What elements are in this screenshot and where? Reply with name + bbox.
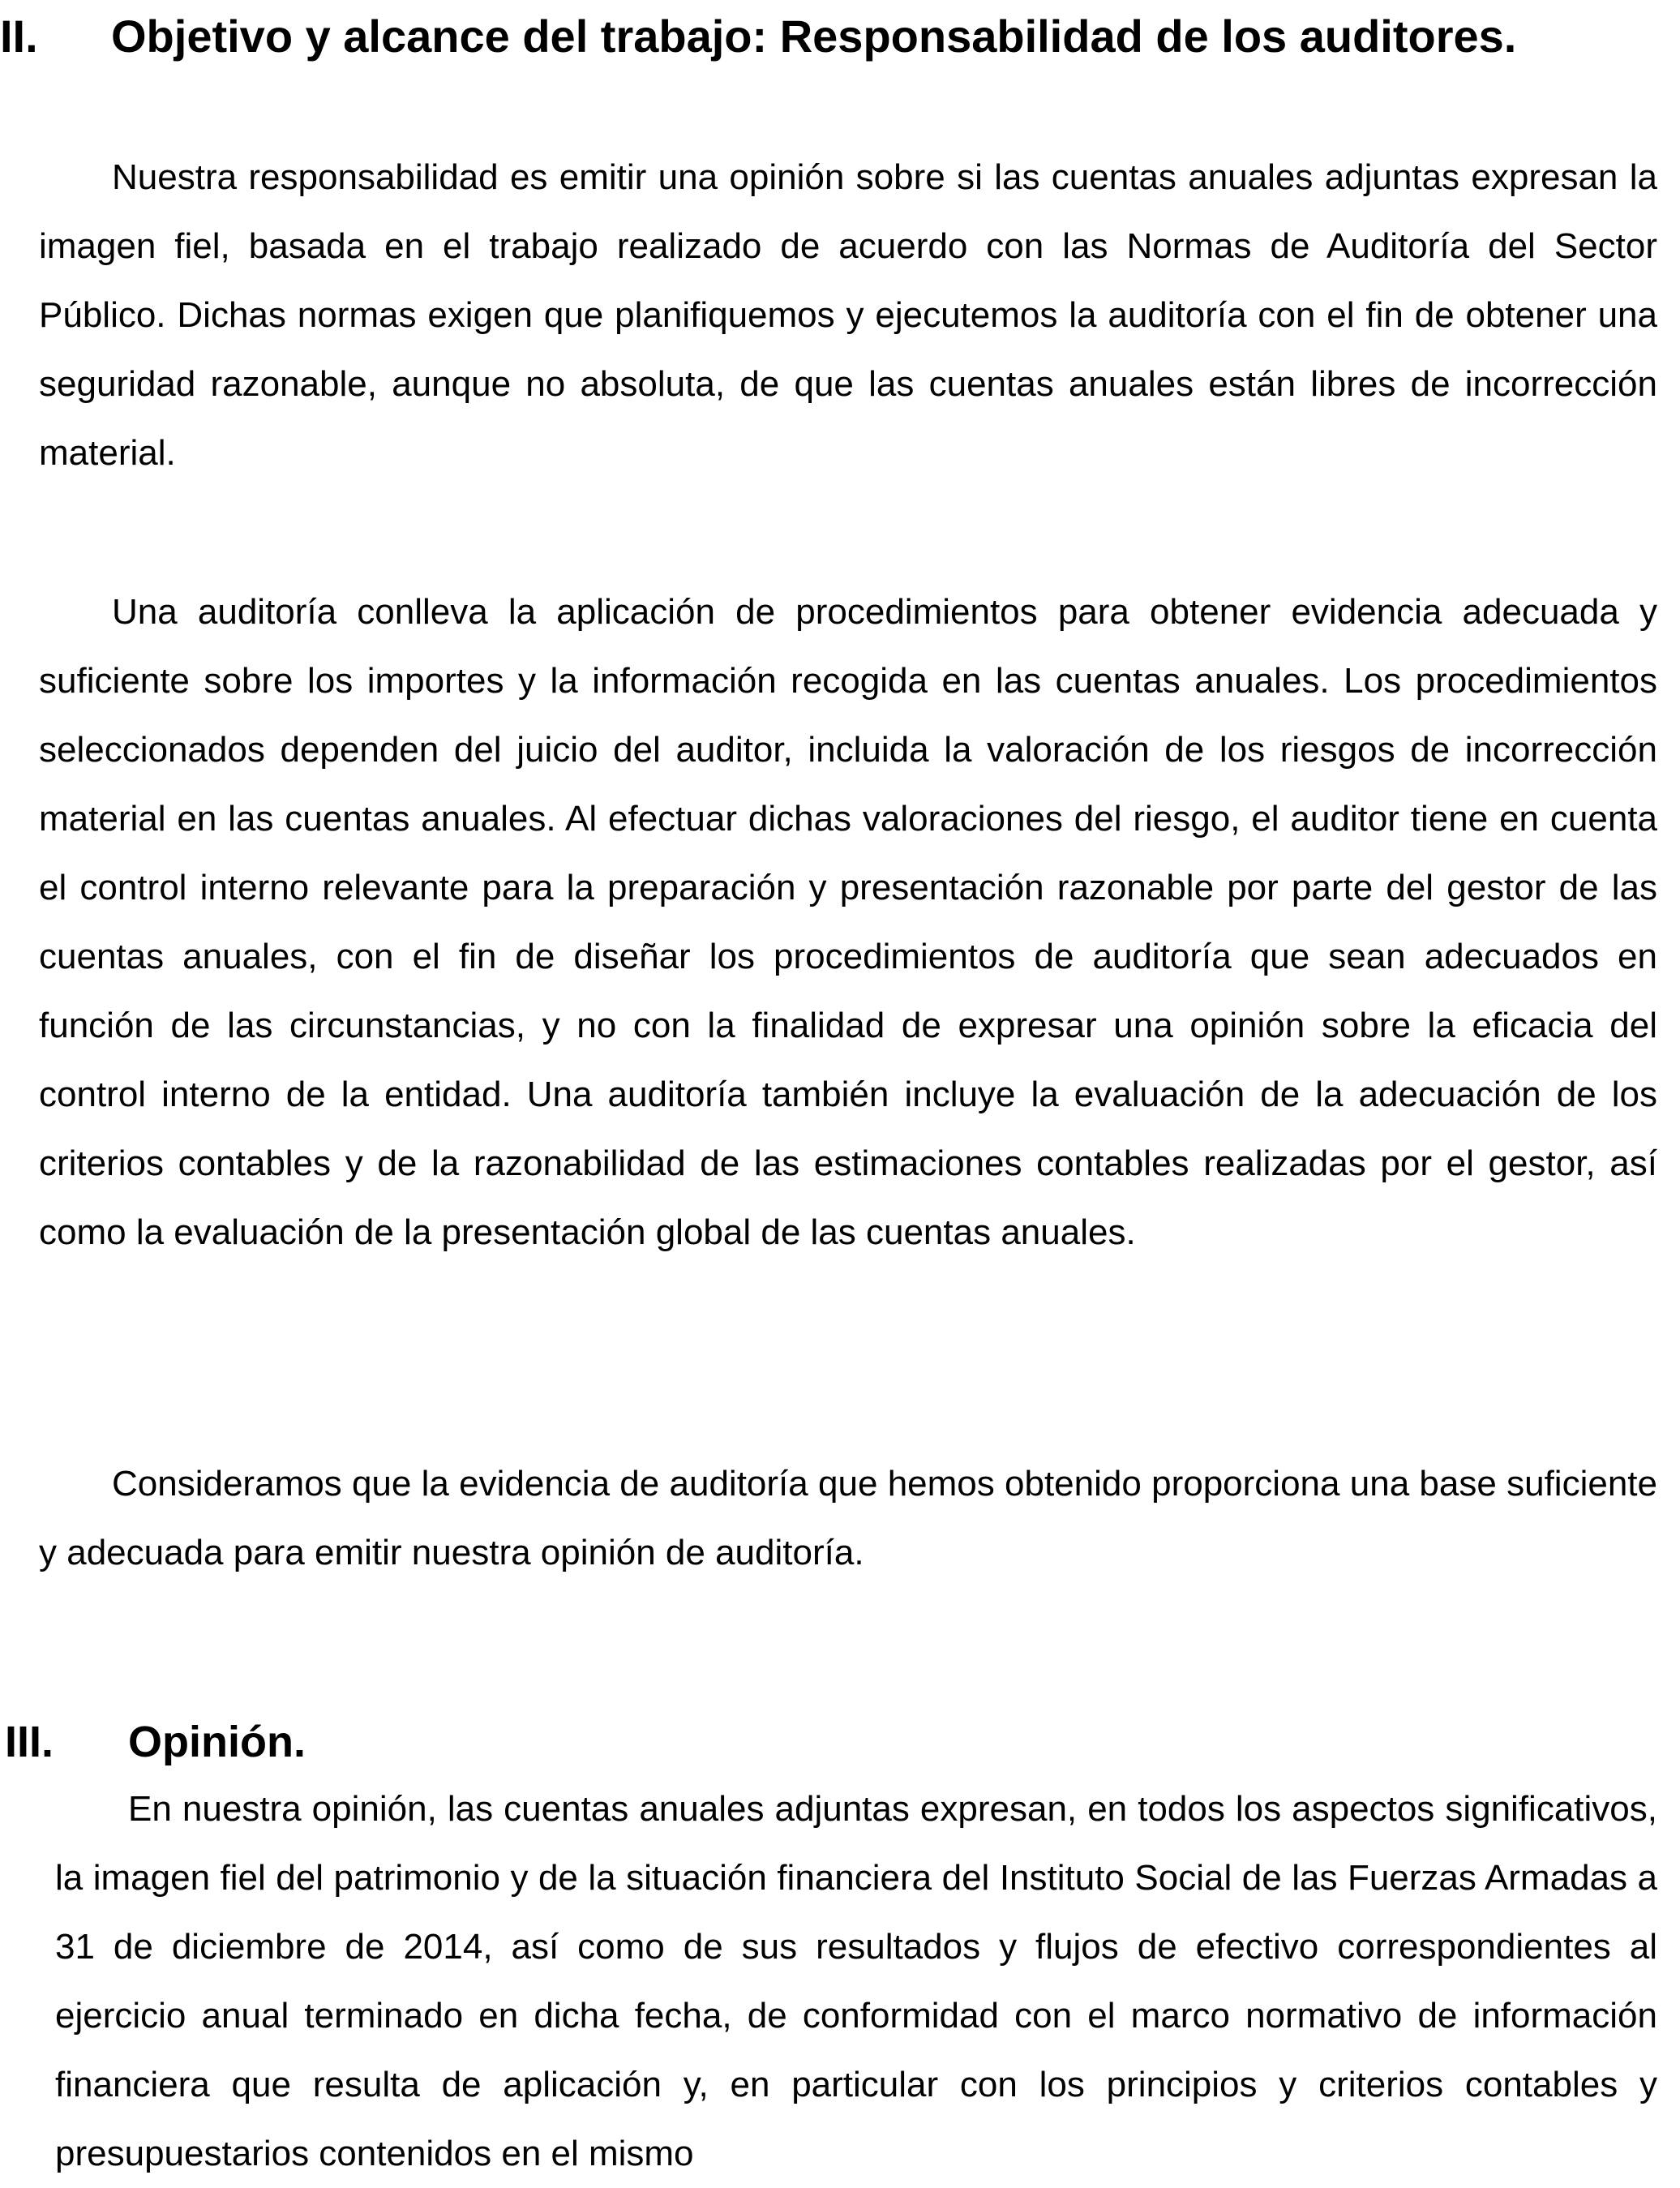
paragraph-evidencia: Consideramos que la evidencia de auditoría que hemos obtenido proporciona una base suficiente y adecuada para emitir nuestra opinión de auditoría.	[39, 1464, 1657, 1572]
section-title: Opinión.	[128, 1718, 306, 1766]
paragraph-opinion: En nuestra opinión, las cuentas anuales adjuntas expresan, en todos los aspectos significativos, la imagen fiel del patrimonio y de la situación financiera del Instituto Social de las Fuerzas Armadas a 31 de diciembre de 2014, así como de sus resultados y flujos de efectivo correspondientes al ejercicio anual terminado en dicha fecha, de conformidad con el marco normativo de información financiera que resulta de aplicación y, en particular con los principios y criterios contables y presupuestarios contenidos en el mismo	[55, 1789, 1657, 2173]
paragraph-procedimientos: Una auditoría conlleva la aplicación de procedimientos para obtener evidencia adecuada y suficiente sobre los importes y la información recogida en las cuentas anuales. Los procedimientos seleccionados dependen del juicio del auditor, incluida la valoración de los riesgos de incorrección material en las cuentas anuales. Al efectuar dichas valoraciones del riesgo, el auditor tiene en cuenta el control interno relevante para la preparación y presentación razonable por parte del gestor de las cuentas anuales, con el fin de diseñar los procedimientos de auditoría que sean adecuados en función de las circunstancias, y no con la finalidad de expresar una opinión sobre la eficacia del control interno de la entidad. Una auditoría también incluye la evaluación de la adecuación de los criterios contables y de la razonabilidad de las estimaciones contables realizadas por el gestor, así como la evaluación de la presentación global de las cuentas anuales.	[39, 592, 1657, 1252]
section-heading-opinion	[5, 1714, 1675, 1770]
paragraph-responsabilidad: Nuestra responsabilidad es emitir una opinión sobre si las cuentas anuales adjuntas expresan la imagen fiel, basada en el trabajo realizado de acuerdo con las Normas de Auditoría del Sector Público. Dichas normas exigen que planifiquemos y ejecutemos la auditoría con el fin de obtener una seguridad razonable, aunque no absoluta, de que las cuentas anuales están libres de incorrección material.	[39, 157, 1657, 473]
section-number: III.	[5, 1718, 54, 1766]
section-heading-objetivo	[0, 6, 1670, 67]
section-number: II.	[0, 11, 38, 62]
section-title: Objetivo y alcance del trabajo: Responsabilidad de los auditores.	[111, 11, 1517, 62]
